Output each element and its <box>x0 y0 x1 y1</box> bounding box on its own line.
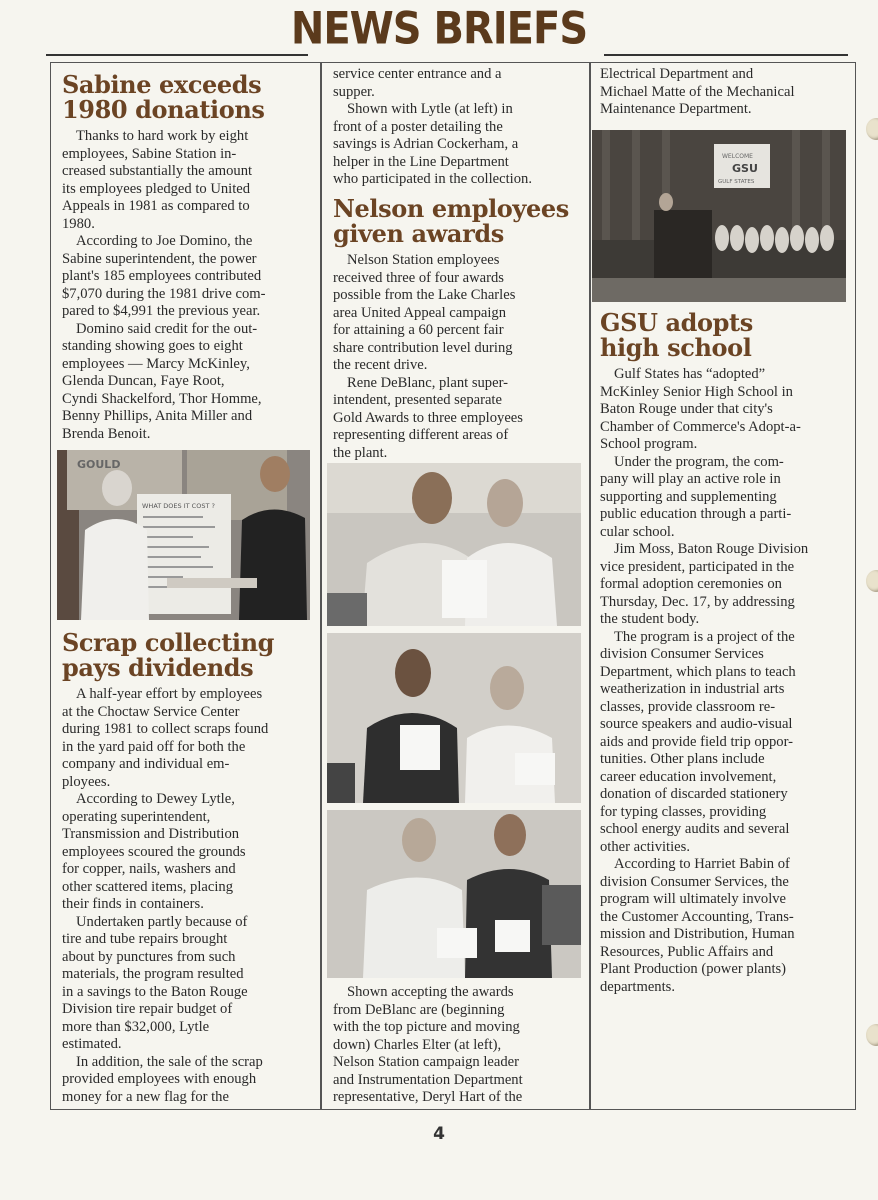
text-line: Under the program, the com- <box>614 453 784 470</box>
photo-award-3-image <box>327 810 581 978</box>
photo-award-1-image <box>327 463 581 626</box>
text-line: According to Joe Domino, the <box>76 233 253 249</box>
text-line: Thanks to hard work by eight <box>76 128 249 144</box>
text-line: Thursday, Dec. 17, by addressing <box>600 593 795 610</box>
text-line: other activities. <box>600 838 690 855</box>
text-line: Nelson Station employees <box>347 252 500 268</box>
text-line: provided employees with enough <box>62 1071 257 1087</box>
text-line: company and individual em- <box>62 756 230 772</box>
text-line: in the yard paid off for both the <box>62 738 246 755</box>
banner-welcome: WELCOME <box>722 153 753 160</box>
text-line: Department, which plans to teach <box>600 663 796 680</box>
text-line: public education through a parti- <box>600 506 792 522</box>
text-line: plant's 185 employees contributed <box>62 268 262 284</box>
headline-sabine <box>62 72 310 122</box>
photo-award-3 <box>327 810 581 978</box>
text-line: and Instrumentation Department <box>333 1071 523 1088</box>
text-line: estimated. <box>62 1036 122 1052</box>
headline-gsu-adopts <box>600 310 846 360</box>
headline-line: 1980 donations <box>62 95 265 124</box>
text-line: career education involvement, <box>600 768 777 785</box>
text-line: with the top picture and moving <box>333 1019 520 1035</box>
text-line: division Consumer Services <box>600 646 764 662</box>
text-line: representative, Deryl Hart of the <box>333 1089 523 1105</box>
text-line: for copper, nails, washers and <box>62 861 236 877</box>
headline-line: high school <box>600 333 752 362</box>
text-line: area United Appeal campaign <box>333 304 507 321</box>
text-line: cular school. <box>600 523 675 540</box>
text-line: money for a new flag for the <box>62 1088 229 1105</box>
text-line: division Consumer Services, the <box>600 873 789 890</box>
headline-line: GSU adopts <box>600 308 753 337</box>
photo-adoption-ceremony-image <box>592 130 846 302</box>
text-line: classes, provide classroom re- <box>600 698 776 715</box>
text-line: helper in the Line Department <box>333 153 509 170</box>
text-line: the student body. <box>600 611 700 627</box>
text-line: intendent, presented separate <box>333 392 502 408</box>
text-line: representing different areas of <box>333 427 509 443</box>
text-line: departments. <box>600 978 675 995</box>
article-nelson-continued <box>600 66 846 119</box>
text-line: ployees. <box>62 773 111 790</box>
text-line: creased substantially the amount <box>62 163 253 179</box>
text-line: at the Choctaw Service Center <box>62 703 240 720</box>
text-line: supporting and supplementing <box>600 488 777 505</box>
text-line: Gold Awards to three employees <box>333 409 523 426</box>
photo-box-label: GOULD <box>77 458 121 471</box>
text-line: source speakers and audio-visual <box>600 716 793 732</box>
text-line: Plant Production (power plants) <box>600 961 787 977</box>
text-line: who participated in the collection. <box>333 171 532 187</box>
text-line: donation of discarded stationery <box>600 786 788 802</box>
article-nelson-body <box>333 252 583 462</box>
text-line: 1980. <box>62 215 95 232</box>
photo-sign-label: WHAT DOES IT COST ? <box>142 502 215 510</box>
column-divider-2 <box>589 62 591 1110</box>
banner-gulf-states: GULF STATES <box>718 179 755 185</box>
text-line: Maintenance Department. <box>600 101 752 117</box>
binder-hole <box>866 1024 878 1046</box>
text-line: mission and Distribution, Human <box>600 926 795 942</box>
text-line: in a savings to the Baton Rouge <box>62 983 248 1000</box>
text-line: Division tire repair budget of <box>62 1001 233 1017</box>
text-line: operating superintendent, <box>62 808 211 825</box>
text-line: Nelson Station campaign leader <box>333 1054 520 1070</box>
text-line: vice president, participated in the <box>600 558 795 575</box>
binder-hole <box>866 118 878 140</box>
text-line: standing showing goes to eight <box>62 338 243 354</box>
text-line: materials, the program resulted <box>62 966 244 982</box>
text-line: tire and tube repairs brought <box>62 931 228 947</box>
photo-scrap-collection-image <box>57 450 310 620</box>
text-line: other scattered items, placing <box>62 878 234 895</box>
text-line: the recent drive. <box>333 357 428 373</box>
text-line: Shown accepting the awards <box>347 984 514 1000</box>
text-line: Benny Phillips, Anita Miller and <box>62 408 253 424</box>
text-line: Electrical Department and <box>600 66 754 82</box>
headline-nelson <box>333 196 581 246</box>
text-line: pany will play an active role in <box>600 471 781 487</box>
text-line: tunities. Other plans include <box>600 751 765 767</box>
text-line: service center entrance and a <box>333 66 502 82</box>
text-line: its employees pledged to United <box>62 180 251 197</box>
text-line: school energy audits and several <box>600 821 790 837</box>
text-line: School program. <box>600 436 698 452</box>
article-scrap-continued <box>333 66 583 189</box>
text-line: Brenda Benoit. <box>62 425 151 442</box>
text-line: Baton Rouge under that city's <box>600 401 773 417</box>
nelson-photo-caption <box>333 984 583 1107</box>
banner-gsu: GSU <box>732 162 758 175</box>
text-line: for typing classes, providing <box>600 803 767 820</box>
text-line: the Customer Accounting, Trans- <box>600 908 794 925</box>
headline-scrap <box>62 630 310 680</box>
text-line: Resources, Public Affairs and <box>600 943 774 960</box>
text-line: Undertaken partly because of <box>76 913 248 930</box>
text-line: In addition, the sale of the scrap <box>76 1053 263 1070</box>
text-line: pared to $4,991 the previous year. <box>62 303 261 319</box>
photo-scrap-collection <box>57 450 310 620</box>
text-line: Rene DeBlanc, plant super- <box>347 374 508 391</box>
masthead-title: NEWS BRIEFS <box>290 3 588 55</box>
text-line: supper. <box>333 83 375 100</box>
article-scrap-body <box>62 686 312 1106</box>
text-line: from DeBlanc are (beginning <box>333 1001 505 1018</box>
text-line: Transmission and Distribution <box>62 826 240 842</box>
text-line: formal adoption ceremonies on <box>600 576 782 592</box>
headline-line: Scrap collecting <box>62 628 275 657</box>
text-line: Sabine superintendent, the power <box>62 250 257 267</box>
text-line: about by punctures from such <box>62 948 236 965</box>
text-line: Gulf States has “adopted” <box>614 366 766 382</box>
text-line: Michael Matte of the Mechanical <box>600 83 795 100</box>
masthead <box>0 3 878 60</box>
text-line: the plant. <box>333 444 388 461</box>
photo-award-2-image <box>327 633 581 803</box>
text-line: more than $32,000, Lytle <box>62 1018 210 1035</box>
text-line: their finds in containers. <box>62 896 204 912</box>
masthead-rule-right <box>604 54 848 56</box>
text-line: received three of four awards <box>333 269 504 286</box>
photo-award-2 <box>327 633 581 803</box>
column-divider-1 <box>320 62 322 1110</box>
text-line: down) Charles Elter (at left), <box>333 1036 502 1053</box>
text-line: weatherization in industrial arts <box>600 681 785 697</box>
article-sabine-body <box>62 128 312 443</box>
text-line: $7,070 during the 1981 drive com- <box>62 285 266 302</box>
text-line: employees scoured the grounds <box>62 843 246 860</box>
photo-award-1 <box>327 463 581 626</box>
text-line: aids and provide field trip oppor- <box>600 733 794 750</box>
text-line: McKinley Senior High School in <box>600 383 793 400</box>
text-line: According to Dewey Lytle, <box>76 791 235 807</box>
text-line: Shown with Lytle (at left) in <box>347 101 513 117</box>
text-line: Chamber of Commerce's Adopt-a- <box>600 418 801 435</box>
text-line: Glenda Duncan, Faye Root, <box>62 373 225 389</box>
text-line: employees, Sabine Station in- <box>62 145 237 162</box>
article-gsu-body <box>600 366 846 996</box>
text-line: for attaining a 60 percent fair <box>333 322 504 338</box>
page-number: 4 <box>433 1124 445 1144</box>
text-line: Cyndi Shackelford, Thor Homme, <box>62 390 262 407</box>
text-line: program will ultimately involve <box>600 891 787 907</box>
text-line: Appeals in 1981 as compared to <box>62 198 250 214</box>
text-line: Jim Moss, Baton Rouge Division <box>614 541 809 557</box>
text-line: during 1981 to collect scraps found <box>62 721 269 737</box>
text-line: employees — Marcy McKinley, <box>62 355 250 372</box>
photo-adoption-ceremony <box>592 130 846 302</box>
headline-line: Sabine exceeds <box>62 70 262 99</box>
text-line: possible from the Lake Charles <box>333 287 516 303</box>
text-line: A half-year effort by employees <box>76 686 263 702</box>
text-line: savings is Adrian Cockerham, a <box>333 136 519 152</box>
headline-line: pays dividends <box>62 653 254 682</box>
headline-line: Nelson employees <box>333 194 569 223</box>
text-line: share contribution level during <box>333 339 513 356</box>
headline-line: given awards <box>333 219 504 248</box>
binder-hole <box>866 570 878 592</box>
text-line: The program is a project of the <box>614 628 795 645</box>
text-line: front of a poster detailing the <box>333 118 503 135</box>
text-line: According to Harriet Babin of <box>614 856 790 872</box>
text-line: Domino said credit for the out- <box>76 320 258 337</box>
